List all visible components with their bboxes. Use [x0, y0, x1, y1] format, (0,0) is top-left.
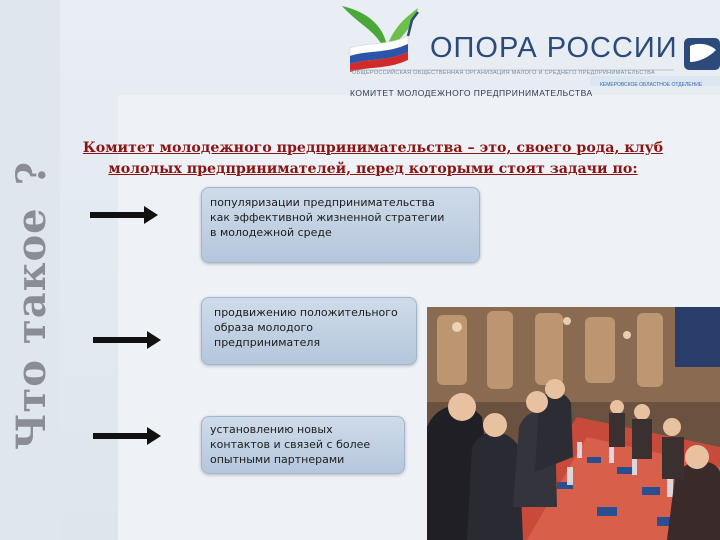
task-2-line-3: предпринимателя	[214, 336, 321, 349]
task-3-line-3: опытными партнерами	[210, 453, 345, 466]
map-icon	[684, 38, 720, 70]
headline-line-1: Комитет молодежного предпринимательства – это, своего рода, клуб	[82, 140, 664, 156]
meeting-photo	[427, 307, 720, 540]
side-title-question-mark: ?	[8, 160, 55, 186]
logo-subtitle: ОБЩЕРОССИЙСКАЯ ОБЩЕСТВЕННАЯ ОРГАНИЗАЦИЯ МАЛОГО И СРЕДНЕГО ПРЕДПРИНИМАТЕЛЬСТВА	[352, 70, 655, 76]
flag-icon	[350, 36, 408, 72]
headline	[48, 138, 698, 180]
headline-line-2: молодых предпринимателей, перед которыми стоят задачи по:	[108, 161, 638, 177]
task-2-line-2: образа молодого	[214, 321, 313, 334]
task-box-2	[201, 297, 417, 365]
task-1-line-2: как эффективной жизненной стратегии	[210, 211, 445, 224]
task-2-line-1: продвижению положительного	[214, 306, 398, 319]
task-1-line-1: популяризации предпринимательства	[210, 196, 435, 209]
logo-name: ОПОРА РОССИИ	[430, 32, 678, 64]
task-1-line-3: в молодежной среде	[210, 226, 332, 239]
arrow-right-icon	[90, 205, 160, 225]
arrow-right-icon	[93, 330, 163, 350]
side-title	[8, 30, 55, 450]
logo-region: КЕМЕРОВСКОЕ ОБЛАСТНОЕ ОТДЕЛЕНИЕ	[600, 82, 703, 88]
arrow-right-icon	[93, 426, 163, 446]
task-box-3	[201, 416, 405, 474]
logo-committee: КОМИТЕТ МОЛОДЕЖНОГО ПРЕДПРИНИМАТЕЛЬСТВА	[350, 88, 593, 98]
task-3-line-2: контактов и связей с более	[210, 438, 371, 451]
task-box-1	[201, 187, 480, 263]
side-title-text: Что такое	[8, 207, 55, 450]
task-3-line-1: установлению новых	[210, 423, 333, 436]
opora-logo	[338, 2, 720, 100]
